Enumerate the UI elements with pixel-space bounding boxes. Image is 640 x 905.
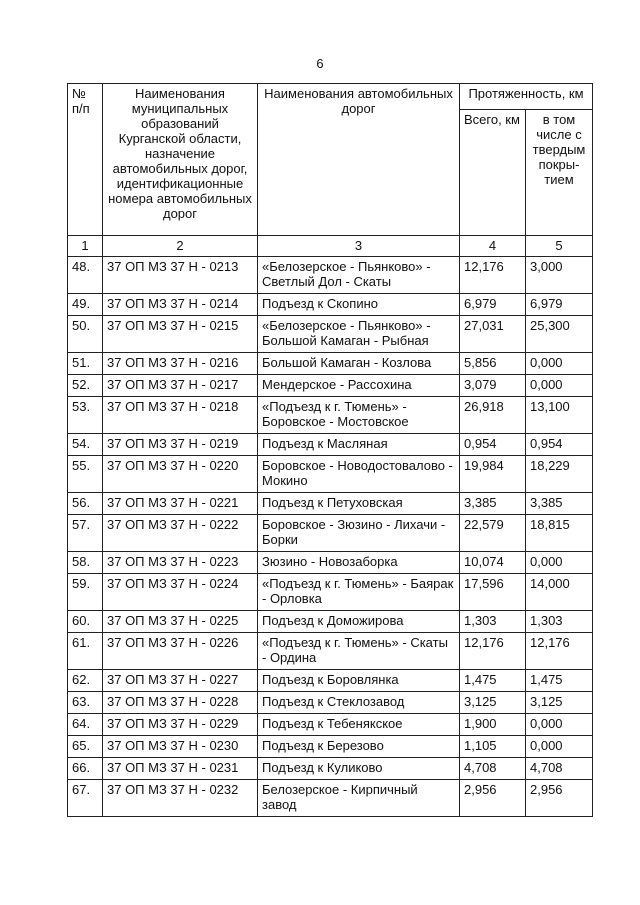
header-municipal: Наименования муниципальных образований Курганской области, назначение автомобильных дорог, идентификационные номера автомобильных дорог xyxy=(103,84,258,236)
table-row xyxy=(68,633,593,670)
length-hard: 0,000 xyxy=(526,375,593,397)
length-hard: 0,954 xyxy=(526,434,593,456)
row-num: 62. xyxy=(68,670,103,692)
length-hard: 1,303 xyxy=(526,611,593,633)
road-name: «Белозерское - Пьянково» - Большой Камаган - Рыбная xyxy=(258,316,460,353)
road-name: Подъезд к Тебенякское xyxy=(258,714,460,736)
table-row xyxy=(68,294,593,316)
length-hard: 0,000 xyxy=(526,552,593,574)
row-num: 51. xyxy=(68,353,103,375)
header-total: Всего, км xyxy=(460,110,526,236)
length-total: 4,708 xyxy=(460,758,526,780)
length-hard: 0,000 xyxy=(526,353,593,375)
row-num: 57. xyxy=(68,515,103,552)
road-id: 37 ОП МЗ 37 Н - 0214 xyxy=(103,294,258,316)
table-row xyxy=(68,714,593,736)
table-row xyxy=(68,515,593,552)
length-total: 1,303 xyxy=(460,611,526,633)
road-id: 37 ОП МЗ 37 Н - 0222 xyxy=(103,515,258,552)
header-road-names: Наименования автомобильных дорог xyxy=(258,84,460,236)
row-num: 60. xyxy=(68,611,103,633)
column-number: 2 xyxy=(103,236,258,257)
road-name: «Белозерское - Пьянково» - Светлый Дол - Скаты xyxy=(258,257,460,294)
road-id: 37 ОП МЗ 37 Н - 0217 xyxy=(103,375,258,397)
table-row xyxy=(68,736,593,758)
road-id: 37 ОП МЗ 37 Н - 0227 xyxy=(103,670,258,692)
table-row xyxy=(68,574,593,611)
road-id: 37 ОП МЗ 37 Н - 0223 xyxy=(103,552,258,574)
row-num: 49. xyxy=(68,294,103,316)
length-total: 27,031 xyxy=(460,316,526,353)
length-hard: 3,125 xyxy=(526,692,593,714)
length-total: 3,385 xyxy=(460,493,526,515)
road-name: Подъезд к Скопино xyxy=(258,294,460,316)
road-id: 37 ОП МЗ 37 Н - 0218 xyxy=(103,397,258,434)
road-id: 37 ОП МЗ 37 Н - 0232 xyxy=(103,780,258,817)
length-total: 22,579 xyxy=(460,515,526,552)
length-total: 10,074 xyxy=(460,552,526,574)
road-id: 37 ОП МЗ 37 Н - 0224 xyxy=(103,574,258,611)
table-row xyxy=(68,456,593,493)
length-hard: 3,385 xyxy=(526,493,593,515)
column-number: 1 xyxy=(68,236,103,257)
length-total: 19,984 xyxy=(460,456,526,493)
length-hard: 14,000 xyxy=(526,574,593,611)
length-total: 12,176 xyxy=(460,633,526,670)
row-num: 66. xyxy=(68,758,103,780)
road-name: «Подъезд к г. Тюмень» - Скаты - Ордина xyxy=(258,633,460,670)
table-row xyxy=(68,692,593,714)
row-num: 56. xyxy=(68,493,103,515)
length-total: 12,176 xyxy=(460,257,526,294)
header-length: Протяженность, км xyxy=(460,84,593,110)
row-num: 63. xyxy=(68,692,103,714)
length-total: 17,596 xyxy=(460,574,526,611)
table-row xyxy=(68,552,593,574)
column-number: 4 xyxy=(460,236,526,257)
road-name: Подъезд к Куликово xyxy=(258,758,460,780)
page-number: 6 xyxy=(316,56,324,71)
road-name: Большой Камаган - Козлова xyxy=(258,353,460,375)
row-num: 50. xyxy=(68,316,103,353)
road-id: 37 ОП МЗ 37 Н - 0226 xyxy=(103,633,258,670)
road-name: Боровское - Зюзино - Лихачи - Борки xyxy=(258,515,460,552)
road-id: 37 ОП МЗ 37 Н - 0216 xyxy=(103,353,258,375)
road-name: Зюзино - Новозаборка xyxy=(258,552,460,574)
length-total: 1,900 xyxy=(460,714,526,736)
table-row xyxy=(68,375,593,397)
row-num: 54. xyxy=(68,434,103,456)
length-total: 3,079 xyxy=(460,375,526,397)
column-number: 5 xyxy=(526,236,593,257)
row-num: 67. xyxy=(68,780,103,817)
row-num: 59. xyxy=(68,574,103,611)
length-total: 1,475 xyxy=(460,670,526,692)
length-hard: 18,229 xyxy=(526,456,593,493)
length-hard: 4,708 xyxy=(526,758,593,780)
row-num: 52. xyxy=(68,375,103,397)
road-id: 37 ОП МЗ 37 Н - 0213 xyxy=(103,257,258,294)
road-name: Боровское - Новодостовалово - Мокино xyxy=(258,456,460,493)
row-num: 58. xyxy=(68,552,103,574)
road-id: 37 ОП МЗ 37 Н - 0231 xyxy=(103,758,258,780)
road-name: Подъезд к Петуховская xyxy=(258,493,460,515)
road-name: Белозерское - Кирпичный завод xyxy=(258,780,460,817)
column-number: 3 xyxy=(258,236,460,257)
road-id: 37 ОП МЗ 37 Н - 0220 xyxy=(103,456,258,493)
road-name: Подъезд к Доможирова xyxy=(258,611,460,633)
header-hard-surface: в том числе с твердым покры- тием xyxy=(526,110,593,236)
row-num: 65. xyxy=(68,736,103,758)
length-hard: 1,475 xyxy=(526,670,593,692)
row-num: 53. xyxy=(68,397,103,434)
road-id: 37 ОП МЗ 37 Н - 0228 xyxy=(103,692,258,714)
length-total: 1,105 xyxy=(460,736,526,758)
table-row xyxy=(68,316,593,353)
road-name: Мендерское - Рассохина xyxy=(258,375,460,397)
table-row xyxy=(68,434,593,456)
road-id: 37 ОП МЗ 37 Н - 0225 xyxy=(103,611,258,633)
length-hard: 6,979 xyxy=(526,294,593,316)
length-total: 5,856 xyxy=(460,353,526,375)
road-name: Подъезд к Стеклозавод xyxy=(258,692,460,714)
length-hard: 18,815 xyxy=(526,515,593,552)
length-total: 3,125 xyxy=(460,692,526,714)
row-num: 48. xyxy=(68,257,103,294)
length-hard: 25,300 xyxy=(526,316,593,353)
length-total: 0,954 xyxy=(460,434,526,456)
length-hard: 13,100 xyxy=(526,397,593,434)
row-num: 61. xyxy=(68,633,103,670)
table-row xyxy=(68,758,593,780)
row-num: 55. xyxy=(68,456,103,493)
road-name: Подъезд к Боровлянка xyxy=(258,670,460,692)
road-name: Подъезд к Березово xyxy=(258,736,460,758)
table-row xyxy=(68,493,593,515)
length-hard: 12,176 xyxy=(526,633,593,670)
table-row xyxy=(68,780,593,817)
road-name: «Подъезд к г. Тюмень» - Боровское - Мостовское xyxy=(258,397,460,434)
table-body xyxy=(68,257,593,817)
roads-table xyxy=(67,83,593,817)
road-id: 37 ОП МЗ 37 Н - 0230 xyxy=(103,736,258,758)
row-num: 64. xyxy=(68,714,103,736)
road-id: 37 ОП МЗ 37 Н - 0221 xyxy=(103,493,258,515)
table-row xyxy=(68,353,593,375)
road-name: Подъезд к Масляная xyxy=(258,434,460,456)
road-id: 37 ОП МЗ 37 Н - 0219 xyxy=(103,434,258,456)
road-name: «Подъезд к г. Тюмень» - Баярак - Орловка xyxy=(258,574,460,611)
road-id: 37 ОП МЗ 37 Н - 0229 xyxy=(103,714,258,736)
length-hard: 0,000 xyxy=(526,736,593,758)
road-id: 37 ОП МЗ 37 Н - 0215 xyxy=(103,316,258,353)
length-hard: 2,956 xyxy=(526,780,593,817)
column-numbers-row xyxy=(68,236,593,257)
table-row xyxy=(68,611,593,633)
length-total: 2,956 xyxy=(460,780,526,817)
table-row xyxy=(68,397,593,434)
table-row xyxy=(68,670,593,692)
header-num: № п/п xyxy=(68,84,103,236)
table-row xyxy=(68,257,593,294)
length-total: 6,979 xyxy=(460,294,526,316)
length-total: 26,918 xyxy=(460,397,526,434)
length-hard: 0,000 xyxy=(526,714,593,736)
length-hard: 3,000 xyxy=(526,257,593,294)
